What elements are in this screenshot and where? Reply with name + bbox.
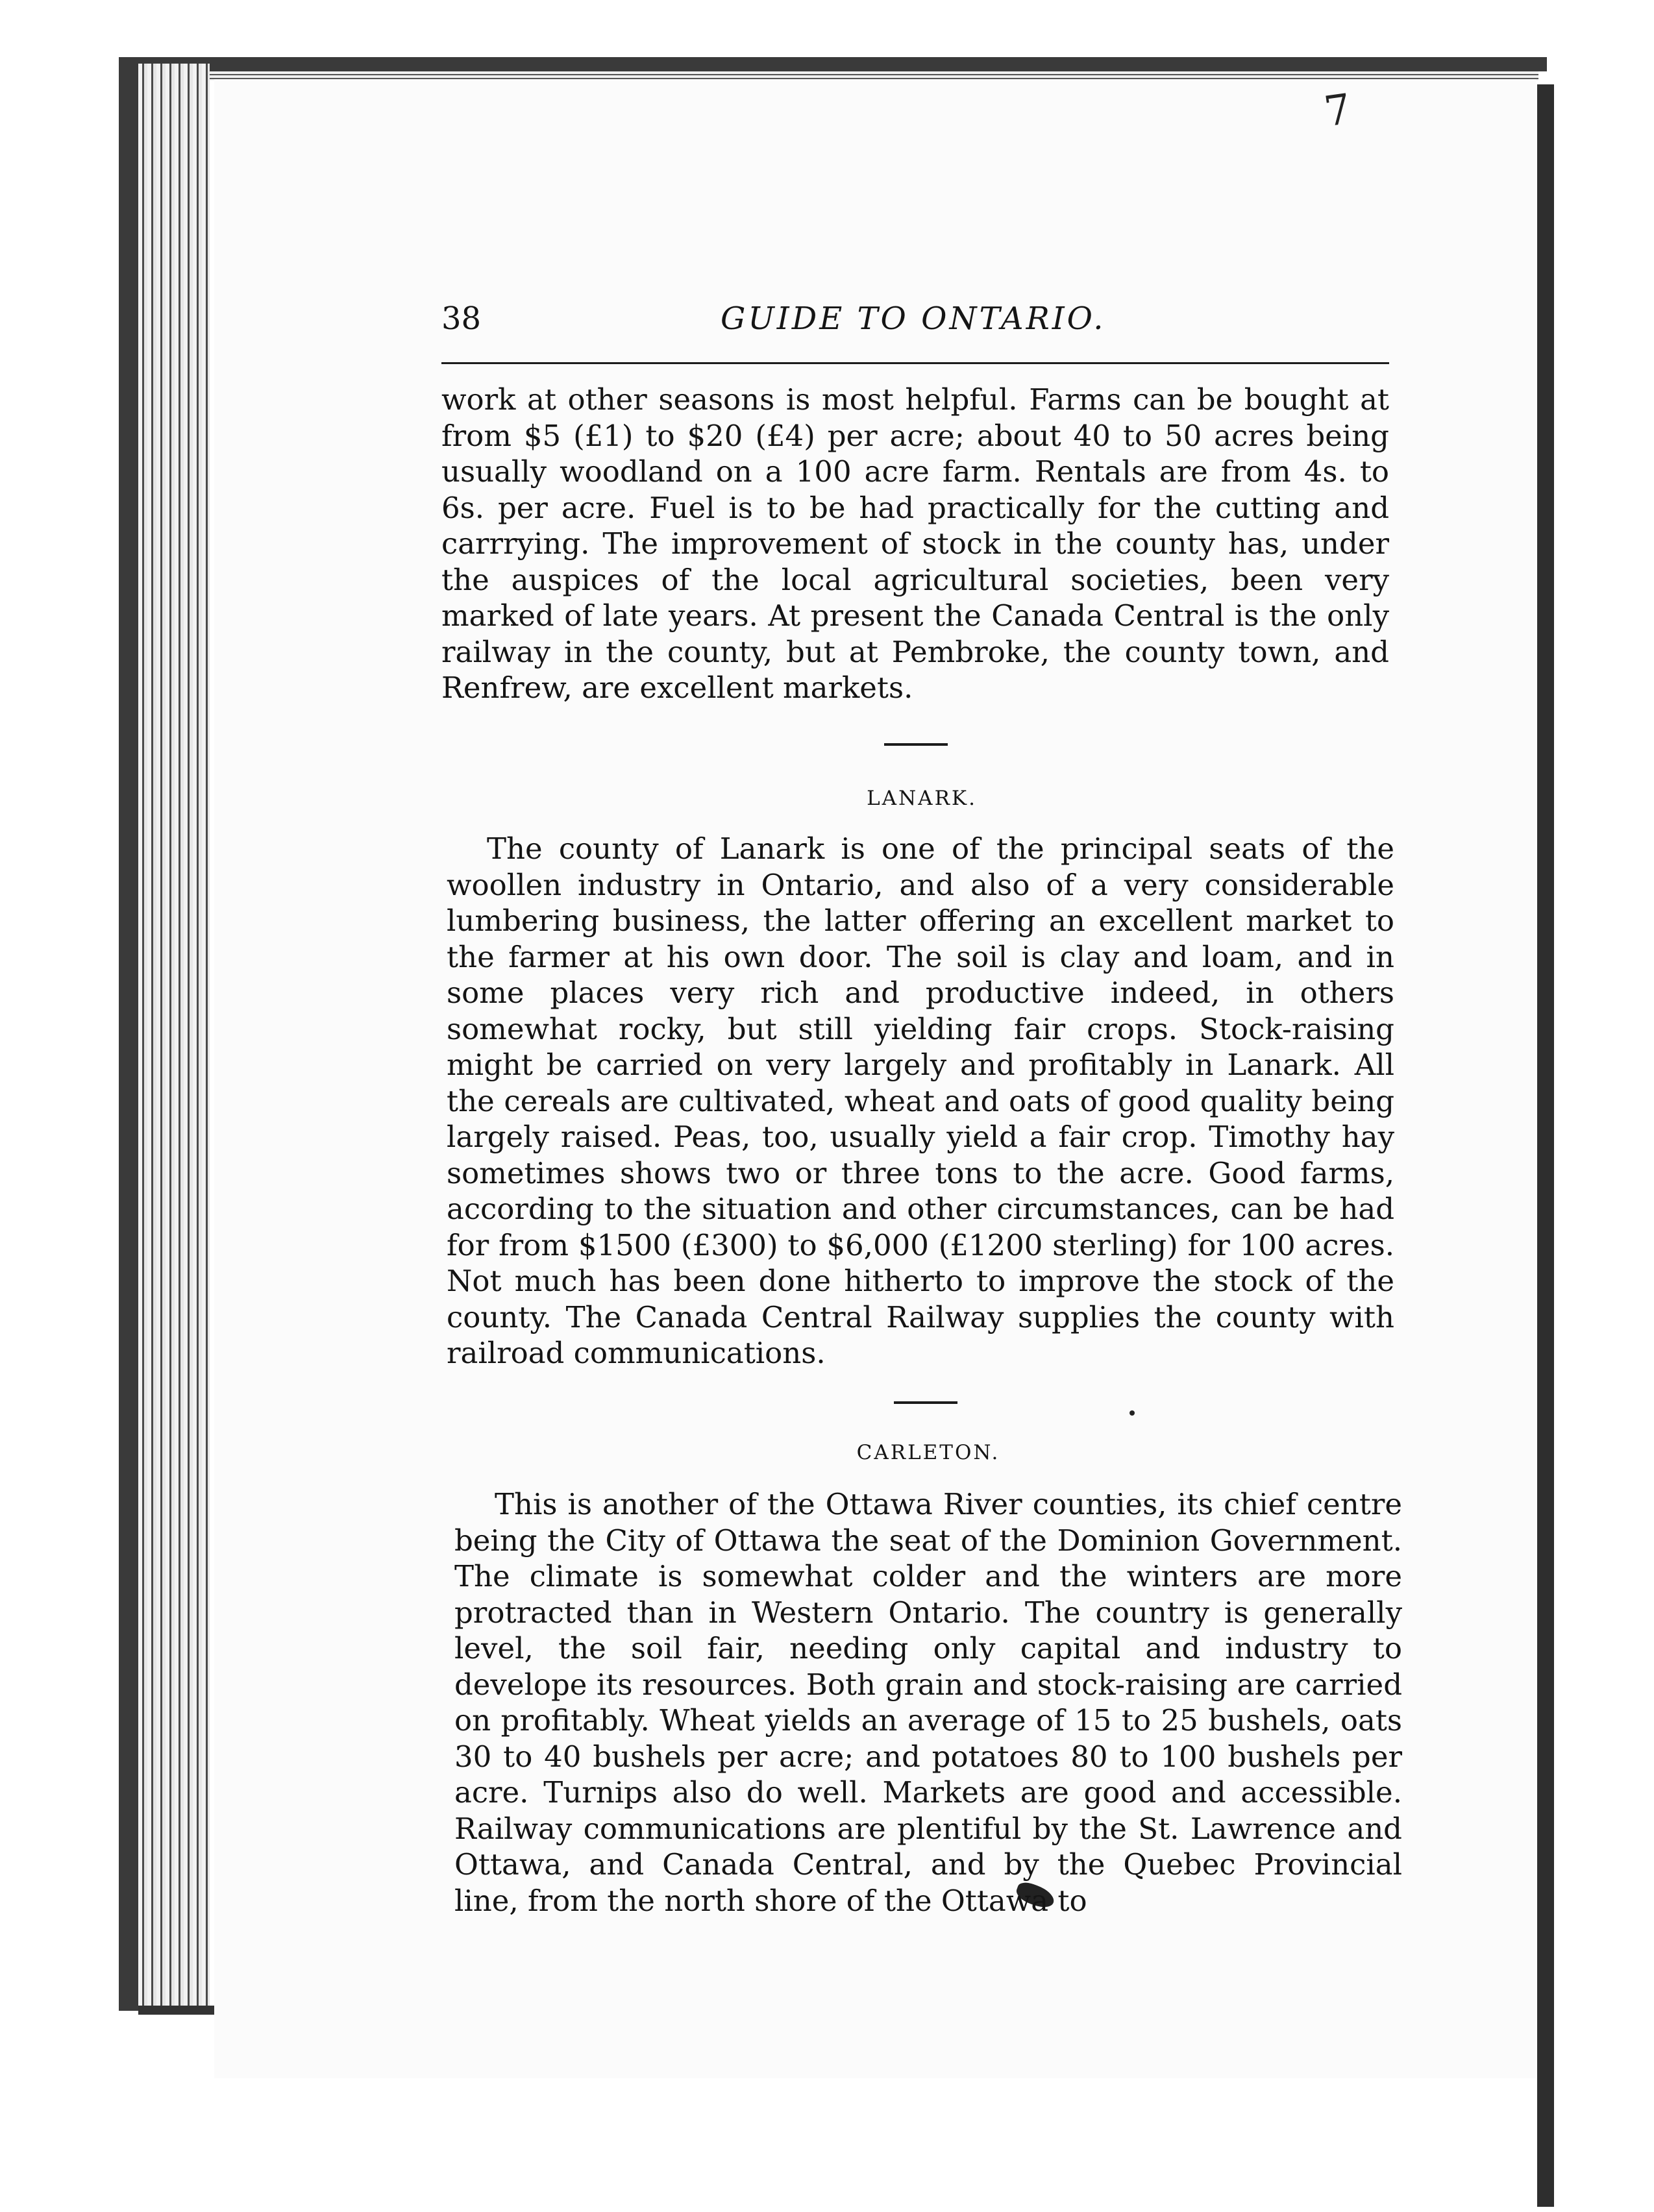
page-stack-left	[138, 64, 210, 2011]
page-number: 38	[441, 301, 482, 337]
book-top-edge	[119, 57, 1547, 71]
section-heading-lanark: LANARK.	[867, 787, 977, 810]
paragraph-carleton: This is another of the Ottawa River counties, its chief centre being the City of Ottawa the seat of the Dominion Government. The climate is somewhat colder and the winters are more protracted than in Western Ontario. The country is generally level, the soil fair, needing only capital and industry to develope its resources. Both grain and stock-raising are carried on profitably. Wheat yields an average of 15 to 25 bushels, oats 30 to 40 bushels per acre; and potatoes 80 to 100 bushels per acre. Turnips also do well. Markets are good and accessible. Railway communications are plentiful by the St. Lawrence and Ottawa, and Canada Central, and by the Quebec Provincial line, from the north shore of the Ottawa to	[454, 1487, 1402, 1918]
ink-speck	[1129, 1410, 1135, 1416]
book-spine-edge	[119, 57, 138, 2011]
section-heading-carleton: CARLETON.	[856, 1441, 1000, 1464]
paragraph-lanark: The county of Lanark is one of the principal seats of the woollen industry in Ontario, and also of a very considerable lumbering business, the latter offering an excellent market to the farmer at his own door. The soil is clay and loam, and in some places very rich and productive indeed, in others somewhat rocky, but still yielding fair crops. Stock-raising might be carried on very largely and profitably in Lanark. All the cereals are cultivated, wheat and oats of good quality being largely raised. Peas, too, usually yield a fair crop. Timothy hay sometimes shows two or three tons to the acre. Good farms, according to the situation and other circumstances, can be had for from $1500 (£300) to $6,000 (£1200 sterling) for 100 acres. Not much has been done hitherto to improve the stock of the county. The Canada Central Railway supplies the county with railroad communications.	[447, 831, 1394, 1370]
book-bottom-edge	[138, 2006, 216, 2015]
margin-mark: 7	[1321, 85, 1355, 137]
running-head	[441, 295, 1389, 347]
header-rule	[441, 362, 1389, 364]
book-right-edge	[1537, 84, 1554, 2207]
running-title: GUIDE TO ONTARIO.	[721, 301, 1106, 337]
section-divider	[884, 743, 948, 746]
paragraph-continued: work at other seasons is most helpful. Farms can be bought at from $5 (£1) to $20 (£4) per acre; about 40 to 50 acres being usually woodland on a 100 acre farm. Rentals are from 4s. to 6s. per acre. Fuel is to be had practically for the cutting and carrrying. The improvement of stock in the county has, under the auspices of the local agricultural societies, been very marked of late years. At present the Canada Central is the only railway in the county, but at Pembroke, the county town, and Renfrew, are excellent markets.	[441, 382, 1389, 705]
section-divider	[894, 1401, 957, 1404]
